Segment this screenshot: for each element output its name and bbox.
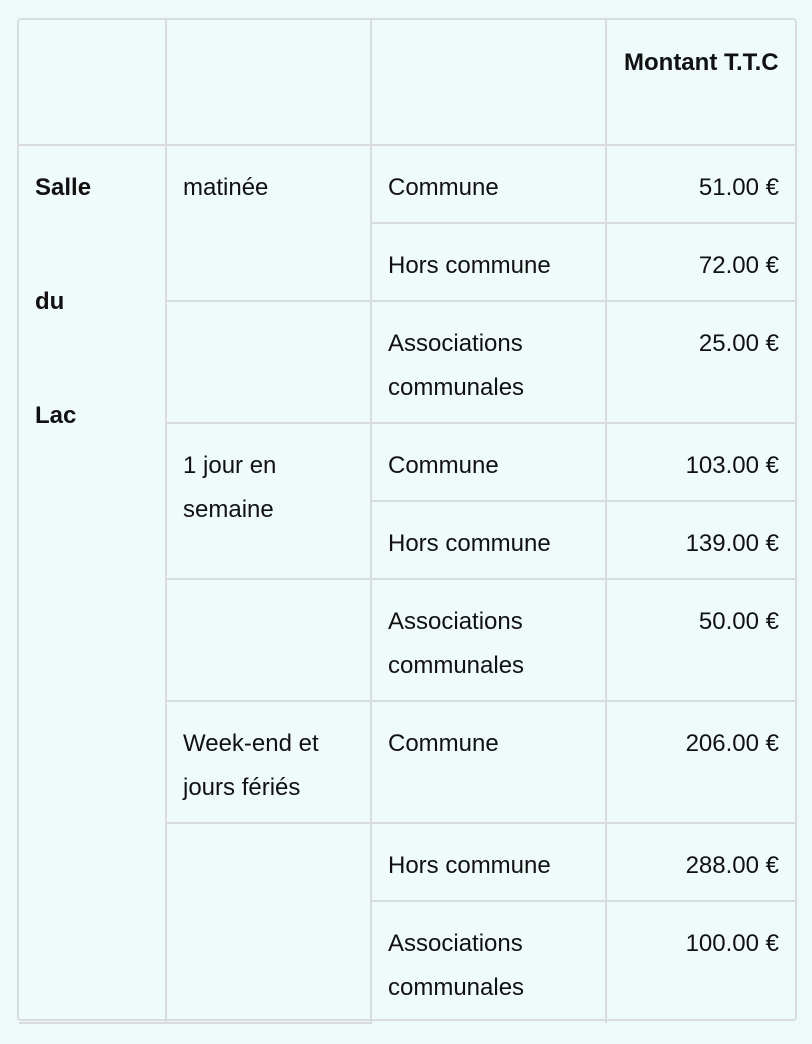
pricing-table [19,20,795,1024]
header-empty-cell [166,20,371,145]
category-cell: Commune [371,145,606,223]
amount-cell: 288.00 € [606,823,795,901]
venue-name-cell [19,145,166,1023]
table-header-row [19,20,795,145]
amount-cell: 139.00 € [606,501,795,579]
period-cell: matinée [166,145,371,301]
period-cell-empty [166,579,371,701]
header-empty-cell [19,20,166,145]
category-cell: Hors commune [371,223,606,301]
category-cell: Hors commune [371,823,606,901]
period-cell-empty [166,823,371,1023]
amount-cell: 72.00 € [606,223,795,301]
venue-name-line: Salle [35,174,92,201]
header-empty-cell [371,20,606,145]
amount-cell: 50.00 € [606,579,795,701]
amount-cell: 206.00 € [606,701,795,823]
amount-cell: 51.00 € [606,145,795,223]
venue-name-line: du [35,288,65,315]
amount-cell: 25.00 € [606,301,795,423]
period-cell: Week-end et jours fériés [166,701,371,823]
category-cell: Commune [371,701,606,823]
category-cell: Associations communales [371,301,606,423]
category-cell: Associations communales [371,579,606,701]
period-cell: 1 jour en semaine [166,423,371,579]
header-amount: Montant T.T.C [606,20,795,145]
category-cell: Hors commune [371,501,606,579]
category-cell: Associations communales [371,901,606,1023]
venue-name-line: Lac [35,402,77,429]
amount-cell: 103.00 € [606,423,795,501]
period-cell-empty [166,301,371,423]
pricing-table-container [17,18,797,1021]
table-row [19,145,795,223]
amount-cell: 100.00 € [606,901,795,1023]
category-cell: Commune [371,423,606,501]
